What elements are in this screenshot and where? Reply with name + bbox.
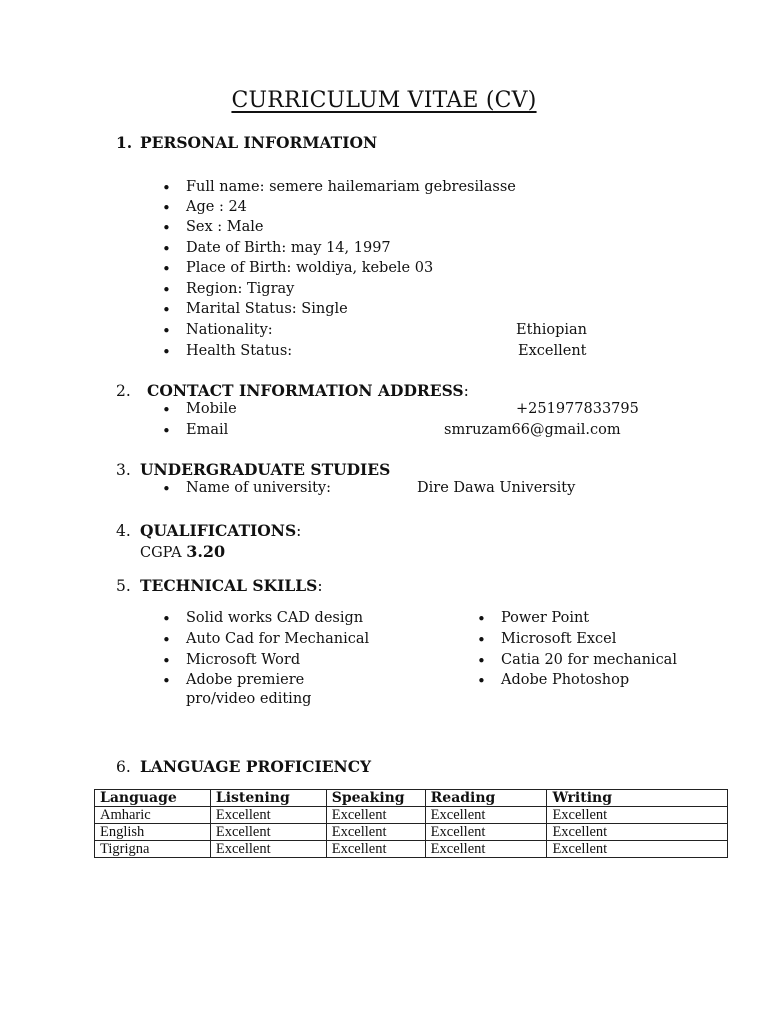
skill-text: Power Point bbox=[501, 610, 590, 626]
section-skills-heading bbox=[116, 576, 323, 595]
bullet-icon: • bbox=[162, 343, 171, 361]
table-cell: Excellent bbox=[210, 824, 326, 841]
section-title: CONTACT INFORMATION ADDRESS bbox=[147, 381, 464, 400]
table-cell: Excellent bbox=[547, 841, 728, 858]
column-header-speaking: Speaking bbox=[326, 790, 425, 807]
list-item-text: Date of Birth: may 14, 1997 bbox=[186, 240, 391, 256]
section-colon: : bbox=[296, 522, 302, 540]
bullet-icon: • bbox=[477, 610, 486, 628]
page-title bbox=[0, 88, 768, 113]
bullet-icon: • bbox=[162, 260, 171, 278]
section-undergrad-heading bbox=[116, 460, 390, 479]
table-cell: Excellent bbox=[326, 824, 425, 841]
bullet-icon: • bbox=[162, 422, 171, 440]
section-colon: : bbox=[463, 382, 469, 400]
mobile-value: +251977833795 bbox=[516, 401, 639, 417]
table-row bbox=[95, 841, 728, 858]
section-colon: : bbox=[317, 577, 323, 595]
table-cell: Excellent bbox=[425, 807, 547, 824]
list-item-text: Age : 24 bbox=[186, 199, 247, 215]
bullet-icon: • bbox=[162, 240, 171, 258]
table-cell: Excellent bbox=[547, 807, 728, 824]
section-contact-heading bbox=[116, 381, 469, 400]
section-number: 3. bbox=[116, 461, 131, 479]
bullet-icon: • bbox=[162, 401, 171, 419]
section-number: 5. bbox=[116, 577, 131, 595]
list-item-text: Sex : Male bbox=[186, 219, 264, 235]
skill-text: Adobe premiere bbox=[186, 672, 305, 688]
bullet-icon: • bbox=[477, 672, 486, 690]
section-title: PERSONAL INFORMATION bbox=[140, 133, 378, 152]
table-cell: Excellent bbox=[425, 824, 547, 841]
language-table bbox=[94, 789, 728, 858]
section-number: 4. bbox=[116, 522, 131, 540]
cgpa-value: 3.20 bbox=[186, 542, 226, 561]
bullet-icon: • bbox=[162, 652, 171, 670]
health-value: Excellent bbox=[518, 343, 587, 359]
section-title: UNDERGRADUATE STUDIES bbox=[140, 460, 391, 479]
column-header-language: Language bbox=[95, 790, 211, 807]
table-cell: Excellent bbox=[210, 841, 326, 858]
bullet-icon: • bbox=[162, 281, 171, 299]
section-title: QUALIFICATIONS bbox=[140, 521, 297, 540]
table-row bbox=[95, 807, 728, 824]
table-header-row bbox=[95, 790, 728, 807]
section-title: TECHNICAL SKILLS bbox=[140, 576, 318, 595]
table-row bbox=[95, 824, 728, 841]
bullet-icon: • bbox=[162, 610, 171, 628]
section-qualifications-heading bbox=[116, 521, 301, 540]
list-item-text: Full name: semere hailemariam gebresilasse bbox=[186, 179, 516, 195]
bullet-icon: • bbox=[477, 652, 486, 670]
skill-text: Auto Cad for Mechanical bbox=[186, 631, 370, 647]
bullet-icon: • bbox=[162, 179, 171, 197]
section-language-heading bbox=[116, 757, 371, 776]
section-number: 2. bbox=[116, 382, 131, 400]
nationality-value: Ethiopian bbox=[516, 322, 588, 338]
list-item-text: Region: Tigray bbox=[186, 281, 295, 297]
section-number: 1. bbox=[116, 133, 133, 152]
section-personal-heading bbox=[116, 133, 377, 152]
skill-text-continuation: pro/video editing bbox=[186, 691, 312, 707]
list-item-text: Place of Birth: woldiya, kebele 03 bbox=[186, 260, 434, 276]
table-cell: Amharic bbox=[95, 807, 211, 824]
bullet-icon: • bbox=[162, 219, 171, 237]
university-label: Name of university: bbox=[186, 480, 331, 496]
table-cell: Excellent bbox=[210, 807, 326, 824]
column-header-writing: Writing bbox=[547, 790, 728, 807]
table-cell: Excellent bbox=[326, 841, 425, 858]
page-title-text: CURRICULUM VITAE (CV) bbox=[231, 88, 537, 113]
bullet-icon: • bbox=[162, 199, 171, 217]
email-label: Email bbox=[186, 422, 229, 438]
table-cell: Excellent bbox=[326, 807, 425, 824]
bullet-icon: • bbox=[162, 301, 171, 319]
skill-text: Microsoft Word bbox=[186, 652, 301, 668]
cgpa-line bbox=[140, 542, 225, 561]
skill-text: Solid works CAD design bbox=[186, 610, 364, 626]
section-number: 6. bbox=[116, 758, 131, 776]
bullet-icon: • bbox=[162, 631, 171, 649]
university-value: Dire Dawa University bbox=[417, 480, 576, 496]
mobile-label: Mobile bbox=[186, 401, 237, 417]
bullet-icon: • bbox=[162, 480, 171, 498]
bullet-icon: • bbox=[162, 322, 171, 340]
cgpa-label: CGPA bbox=[140, 545, 182, 561]
skill-text: Adobe Photoshop bbox=[501, 672, 630, 688]
list-item-text: Marital Status: Single bbox=[186, 301, 348, 317]
column-header-reading: Reading bbox=[425, 790, 547, 807]
health-label: Health Status: bbox=[186, 343, 293, 359]
nationality-label: Nationality: bbox=[186, 322, 273, 338]
table-cell: Tigrigna bbox=[95, 841, 211, 858]
skill-text: Catia 20 for mechanical bbox=[501, 652, 677, 668]
skill-text: Microsoft Excel bbox=[501, 631, 617, 647]
section-title: LANGUAGE PROFICIENCY bbox=[140, 757, 372, 776]
bullet-icon: • bbox=[162, 672, 171, 690]
bullet-icon: • bbox=[477, 631, 486, 649]
table-cell: Excellent bbox=[547, 824, 728, 841]
table-cell: English bbox=[95, 824, 211, 841]
column-header-listening: Listening bbox=[210, 790, 326, 807]
table-cell: Excellent bbox=[425, 841, 547, 858]
email-value: smruzam66@gmail.com bbox=[444, 422, 621, 438]
